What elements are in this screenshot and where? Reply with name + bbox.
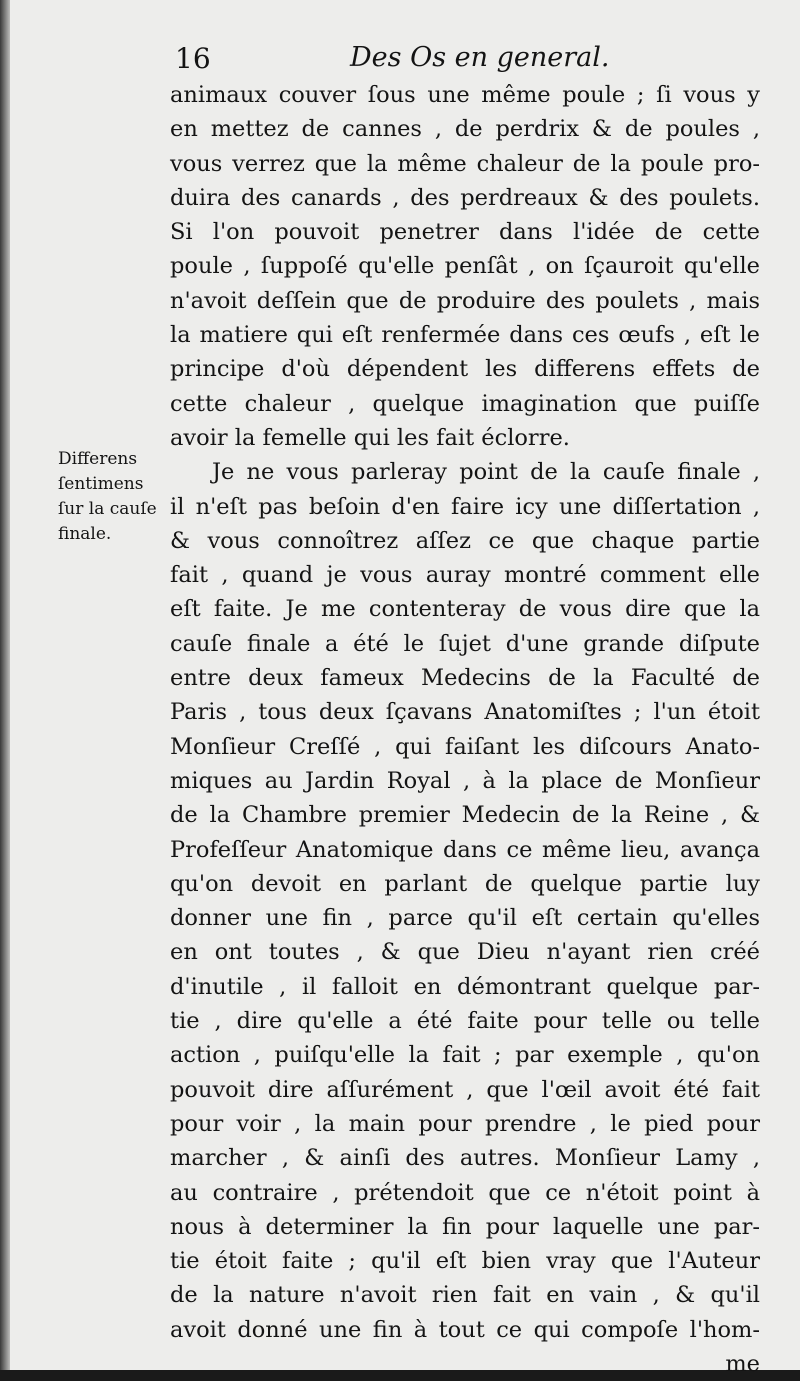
text-line: tie , dire qu'elle a été faite pour telle ou telle xyxy=(170,1008,760,1035)
text-line: avoir la femelle qui les fait éclorre. xyxy=(170,424,570,451)
text-line: & vous connoîtrez aſſez ce que chaque partie xyxy=(170,527,760,554)
text-line: marcher , & ainſi des autres. Monſieur Lamy , xyxy=(170,1145,760,1172)
text-line: tie étoit faite ; qu'il eſt bien vray que l'Auteur xyxy=(170,1248,760,1275)
text-line: Paris , tous deux ſçavans Anatomiſtes ; l'un étoit xyxy=(170,699,760,726)
text-line: eſt faite. Je me contenteray de vous dire que la xyxy=(170,596,760,623)
text-line: entre deux fameux Medecins de la Faculté de xyxy=(170,665,760,692)
marginal-note-line: finale. xyxy=(58,524,112,544)
text-line: n'avoit deſſein que de produire des poulets , mais xyxy=(170,287,760,314)
page-header xyxy=(175,42,775,78)
text-line: il n'eſt pas beſoin d'en faire icy une diſſertation , xyxy=(170,493,760,520)
text-line: en ont toutes , & que Dieu n'ayant rien créé xyxy=(170,939,760,966)
marginal-note-line: Differens xyxy=(58,449,138,469)
text-line: avoit donné une fin à tout ce qui compoſe l'hom- xyxy=(170,1316,760,1343)
text-line: fait , quand je vous auray montré comment elle xyxy=(170,562,760,589)
text-line: d'inutile , il falloit en démontrant quelque par- xyxy=(170,973,760,1000)
text-line: cauſe finale a été le ſujet d'une grande diſpute xyxy=(170,630,760,657)
text-line: en mettez de cannes , de perdrix & de poules , xyxy=(170,116,760,143)
text-line: Si l'on pouvoit penetrer dans l'idée de cette xyxy=(170,219,760,246)
text-line: de la nature n'avoit rien fait en vain , & qu'il xyxy=(170,1282,760,1309)
text-line: au contraire , prétendoit que ce n'étoit point à xyxy=(170,1179,760,1206)
text-line: animaux couver ſous une même poule ; ſi vous y xyxy=(170,82,760,108)
text-line: duira des canards , des perdreaux & des poulets. xyxy=(170,184,760,211)
page-gutter-shadow xyxy=(0,0,10,1370)
text-line: vous verrez que la même chaleur de la poule pro- xyxy=(170,150,760,177)
text-line: Monſieur Creſſé , qui faiſant les diſcours Anato- xyxy=(170,733,760,760)
running-title: Des Os en general. xyxy=(350,42,610,73)
text-line: qu'on devoit en parlant de quelque partie luy xyxy=(170,870,760,897)
text-line: cette chaleur , quelque imagination que puiſſe xyxy=(170,390,760,417)
text-line: donner une fin , parce qu'il eſt certain qu'elles xyxy=(170,905,760,932)
text-line: principe d'où dépendent les differens effets de xyxy=(170,356,760,383)
text-line: pouvoit dire aſſurément , que l'œil avoit été fait xyxy=(170,1076,760,1103)
text-line: nous à determiner la fin pour laquelle une par- xyxy=(170,1213,760,1240)
book-page xyxy=(10,0,800,1377)
page-number: 16 xyxy=(175,42,211,75)
text-line: Profeſſeur Anatomique dans ce même lieu, avança xyxy=(170,836,760,863)
text-line: miques au Jardin Royal , à la place de Monſieur xyxy=(170,767,760,794)
text-line: action , puiſqu'elle la fait ; par exemple , qu'on xyxy=(170,1042,760,1069)
text-line: de la Chambre premier Medecin de la Reine , & xyxy=(170,802,760,829)
marginal-note-line: ſentimens xyxy=(58,474,144,494)
text-line: pour voir , la main pour prendre , le pied pour xyxy=(170,1110,760,1137)
body-text xyxy=(170,78,760,1381)
marginal-note-line: ſur la cauſe xyxy=(58,499,157,519)
catchword: me xyxy=(725,1350,760,1377)
marginal-note xyxy=(58,447,173,547)
text-line: Je ne vous parleray point de la cauſe finale , xyxy=(212,459,760,486)
text-line: la matiere qui eſt renfermée dans ces œufs , eſt le xyxy=(170,322,760,349)
text-line: poule , ſuppoſé qu'elle penſât , on ſçauroit qu'elle xyxy=(170,253,760,280)
